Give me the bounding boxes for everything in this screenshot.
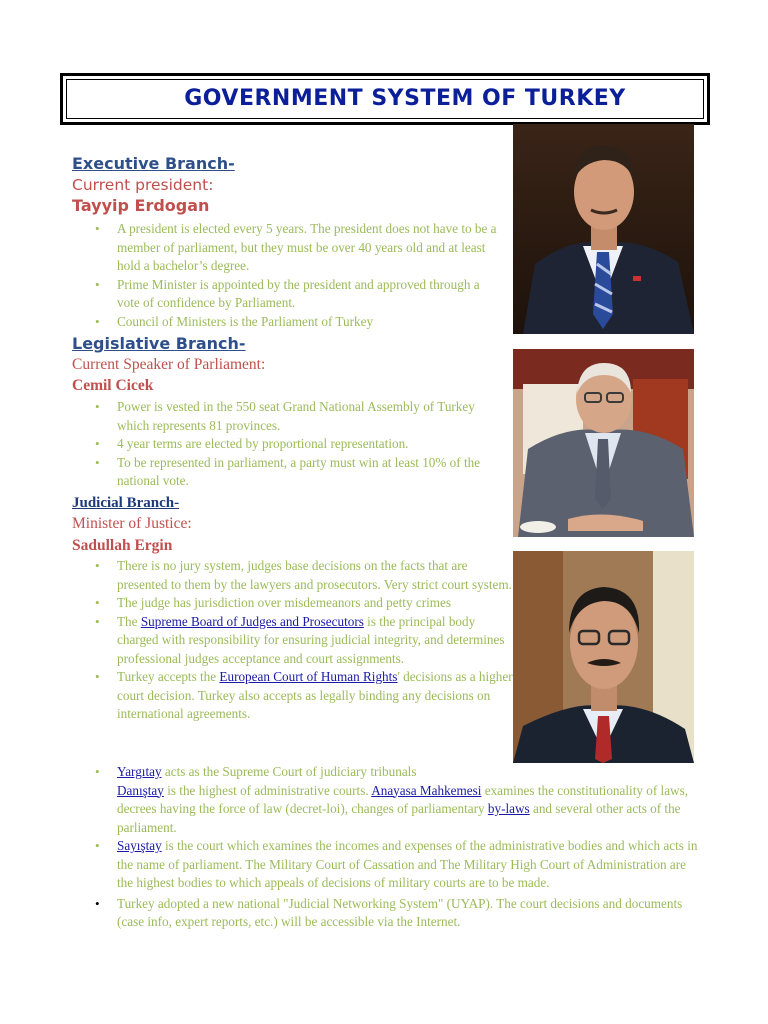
- judicial-heading[interactable]: Judicial Branch-: [72, 495, 180, 511]
- link-danistay[interactable]: Danıştay: [117, 782, 164, 798]
- executive-heading: Executive Branch-: [72, 154, 235, 173]
- list-item: • To be represented in parliament, a party must win at least 10% of the national vote.: [95, 454, 481, 488]
- link-sayistay[interactable]: Sayıştay: [117, 838, 162, 853]
- list-item: • 4 year terms are elected by proportional representation.: [95, 436, 409, 451]
- page-title: GOVERNMENT SYSTEM OF TURKEY: [184, 86, 626, 111]
- list-item: • Sayıştay is the court which examines the incomes and expenses of the administrative bodies and which acts in the name of parliament. The Military Court of Cassation and The Military High Court of Administration are the highest bodies to which appeals of decisions of military courts are to be made.: [95, 838, 698, 890]
- list-item: • Power is vested in the 550 seat Grand National Assembly of Turkey which represents 81 provinces.: [95, 399, 475, 433]
- judicial-role: Minister of Justice:: [72, 515, 192, 532]
- link-anayasa-mahkemesi[interactable]: Anayasa Mahkemesi: [371, 782, 482, 798]
- legislative-bullets: [73, 398, 498, 491]
- list-item: • Turkey adopted a new national "Judicial Networking System" (UYAP). The court decisions and documents (case info, expert reports, etc.) will be accessible via the Internet.: [95, 895, 683, 929]
- link-yargitay[interactable]: Yargıtay: [117, 764, 162, 779]
- executive-bullets: [73, 220, 498, 331]
- list-item: • Council of Ministers is the Parliament of Turkey: [95, 313, 374, 329]
- judicial-name: Sadullah Ergin: [72, 537, 173, 554]
- link-supreme-board[interactable]: Supreme Board of Judges and Prosecutors: [140, 613, 364, 629]
- legislative-name: Cemil Cicek: [72, 377, 154, 394]
- executive-name: Tayyip Erdogan: [72, 196, 210, 215]
- list-item: • The Supreme Board of Judges and Prosecutors is the principal body charged with responsibility for ensuring judicial integrity, and determines professional judges acceptance and court assignments.: [95, 613, 505, 666]
- list-item: • Yargıtay acts as the Supreme Court of judiciary tribunals Danıştay is the highest of administrative courts. Anayasa Mahkemesi examines the constitutionality of laws, decrees having the force of law (decret-loi), changes of parliamentary by-laws and several other acts of the parliament.: [95, 764, 689, 835]
- link-by-laws[interactable]: by-laws: [487, 801, 530, 816]
- judicial-bullets-top: [73, 557, 513, 724]
- portrait-cicek: [513, 349, 694, 537]
- judicial-bullets-bottom: [73, 763, 698, 932]
- list-item: • Turkey accepts the European Court of Human Rights' decisions as a higher court decision. Turkey also accepts as legally binding any decisions on international agreements.: [95, 669, 513, 721]
- legislative-role: Current Speaker of Parliament:: [72, 356, 266, 373]
- title-box: [60, 73, 710, 125]
- list-item: • A president is elected every 5 years. The president does not have to be a member of parliament, but they must be over 40 years old and at least hold a bachelor’s degree.: [95, 221, 497, 273]
- list-item: • There is no jury system, judges base decisions on the facts that are presented to them by the lawyers and prosecutors. Very strict court system.: [95, 558, 512, 592]
- list-item: • Prime Minister is appointed by the president and approved through a vote of confidence by Parliament.: [95, 276, 480, 310]
- portrait-erdogan: [513, 124, 694, 334]
- list-item: • The judge has jurisdiction over misdemeanors and petty crimes: [95, 595, 451, 610]
- portrait-ergin: [513, 551, 694, 763]
- link-echr[interactable]: European Court of Human Rights: [219, 669, 398, 684]
- legislative-heading: Legislative Branch-: [72, 334, 246, 353]
- executive-role: Current president:: [72, 176, 214, 194]
